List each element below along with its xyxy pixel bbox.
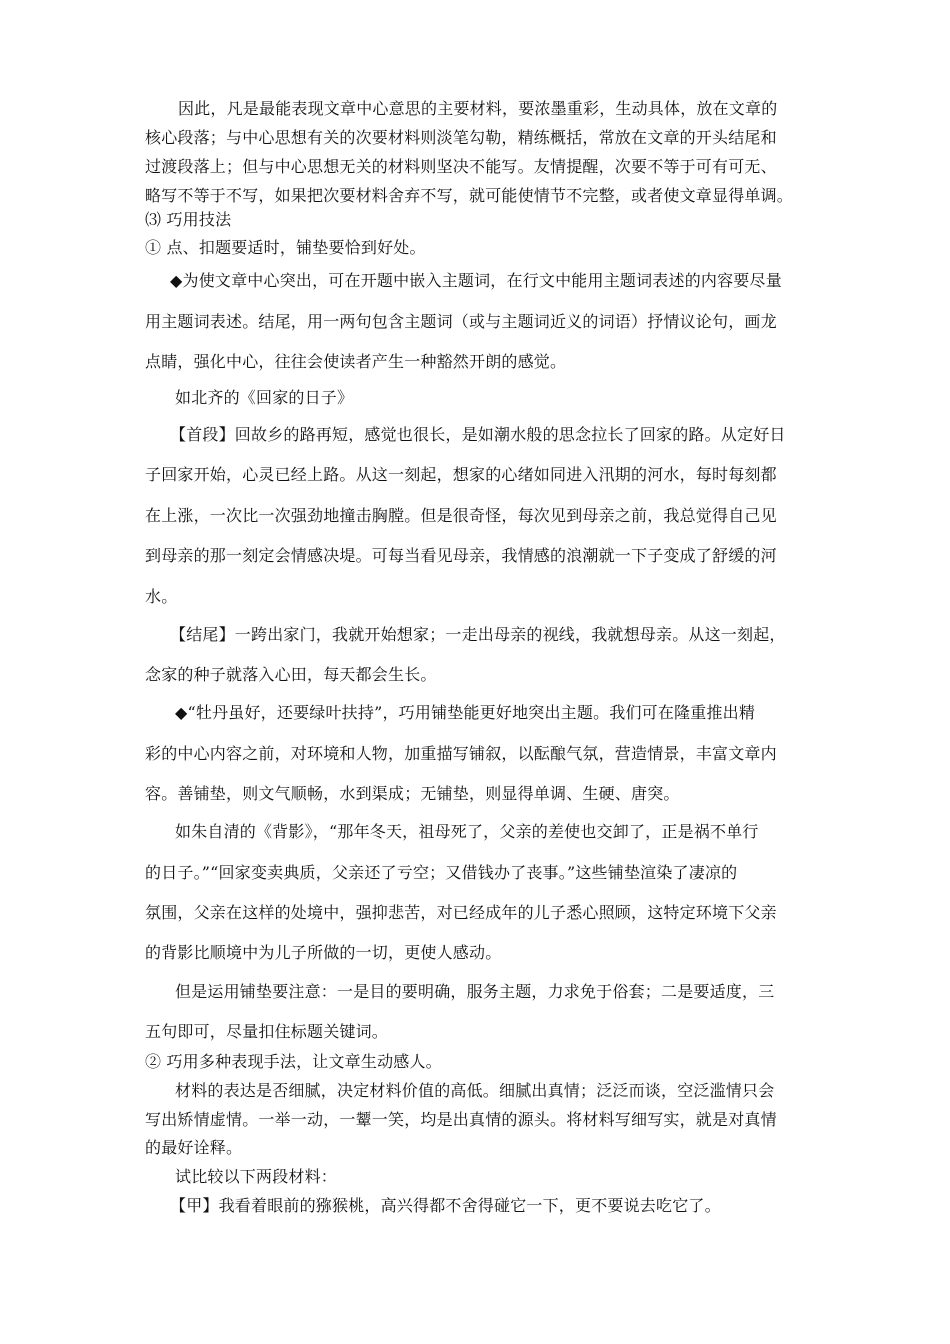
bullet-line: 点睛，强化中心，往往会使读者产生一种豁然开朗的感觉。 (145, 352, 567, 371)
subsection-heading: ① 点、扣题要适时，铺垫要恰到好处。 (145, 238, 426, 257)
subsection-heading: ② 巧用多种表现手法，让文章生动感人。 (145, 1052, 442, 1071)
example-line: 如朱自清的《背影》，“那年冬天，祖母死了，父亲的差使也交卸了，正是祸不单行 (175, 822, 759, 841)
example-quote-line: 念家的种子就落入心田，每天都会生长。 (145, 665, 437, 684)
paragraph-line: 材料的表达是否细腻，决定材料价值的高低。细腻出真情；泛泛而谈，空泛滥情只会 (175, 1081, 775, 1100)
paragraph-line: 核心段落；与中心思想有关的次要材料则淡笔勾勒，精练概括，常放在文章的开头结尾和 (145, 128, 777, 147)
example-intro: 如北齐的《回家的日子》 (175, 388, 354, 407)
paragraph-line: 过渡段落上；但与中心思想无关的材料则坚决不能写。友情提醒，次要不等于可有可无、 (145, 157, 777, 176)
sample-a-line: 【甲】我看着眼前的猕猴桃，高兴得都不舍得碰它一下，更不要说去吃它了。 (170, 1196, 721, 1215)
bullet-line: 用主题词表述。结尾，用一两句包含主题词（或与主题词近义的词语）抒情议论句，画龙 (145, 312, 777, 331)
caution-line: 五句即可，尽量扣住标题关键词。 (145, 1022, 389, 1041)
example-quote-line: 在上涨，一次比一次强劲地撞击胸膛。但是很奇怪，每次见到母亲之前，我总觉得自己见 (145, 506, 777, 525)
paragraph-line: 略写不等于不写，如果把次要材料舍弃不写，就可能使情节不完整，或者使文章显得单调。 (145, 186, 794, 205)
example-line: 氛围，父亲在这样的处境中，强抑悲苦，对已经成年的儿子悉心照顾，这特定环境下父亲 (145, 903, 777, 922)
example-quote-line: 到母亲的那一刻定会情感决堤。可每当看见母亲，我情感的浪潮就一下子变成了舒缓的河 (145, 546, 777, 565)
paragraph-line: 的最好诠释。 (145, 1138, 243, 1157)
example-quote-line: 【结尾】一跨出家门，我就开始想家；一走出母亲的视线，我就想母亲。从这一刻起， (170, 625, 786, 644)
bullet-line: 容。善铺垫，则文气顺畅，水到渠成；无铺垫，则显得单调、生硬、唐突。 (145, 784, 680, 803)
example-quote-line: 【首段】回故乡的路再短，感觉也很长，是如潮水般的思念拉长了回家的路。从定好日 (170, 425, 786, 444)
bullet-line: ◆“牡丹虽好，还要绿叶扶持”，巧用铺垫能更好地突出主题。我们可在隆重推出精 (175, 703, 756, 722)
section-heading: ⑶ 巧用技法 (145, 210, 232, 229)
compare-intro: 试比较以下两段材料： (175, 1167, 338, 1186)
paragraph-line: 写出矫情虚情。一举一动，一颦一笑，均是出真情的源头。将材料写细写实，就是对真情 (145, 1110, 777, 1129)
example-quote-line: 水。 (145, 587, 178, 606)
bullet-line: 彩的中心内容之前，对环境和人物，加重描写铺叙，以酝酿气氛，营造情景，丰富文章内 (145, 744, 777, 763)
example-line: 的背影比顺境中为儿子所做的一切，更使人感动。 (145, 943, 502, 962)
bullet-line: ◆为使文章中心突出，可在开题中嵌入主题词，在行文中能用主题词表述的内容要尽量 (170, 271, 782, 290)
example-quote-line: 子回家开始，心灵已经上路。从这一刻起，想家的心绪如同进入汛期的河水，每时每刻都 (145, 465, 777, 484)
caution-line: 但是运用铺垫要注意：一是目的要明确，服务主题，力求免于俗套；二是要适度，三 (175, 982, 775, 1001)
example-line: 的日子。”“回家变卖典质，父亲还了亏空；又借钱办了丧事。”这些铺垫渲染了凄凉的 (145, 863, 738, 882)
paragraph-line: 因此，凡是最能表现文章中心意思的主要材料，要浓墨重彩，生动具体，放在文章的 (178, 99, 778, 118)
